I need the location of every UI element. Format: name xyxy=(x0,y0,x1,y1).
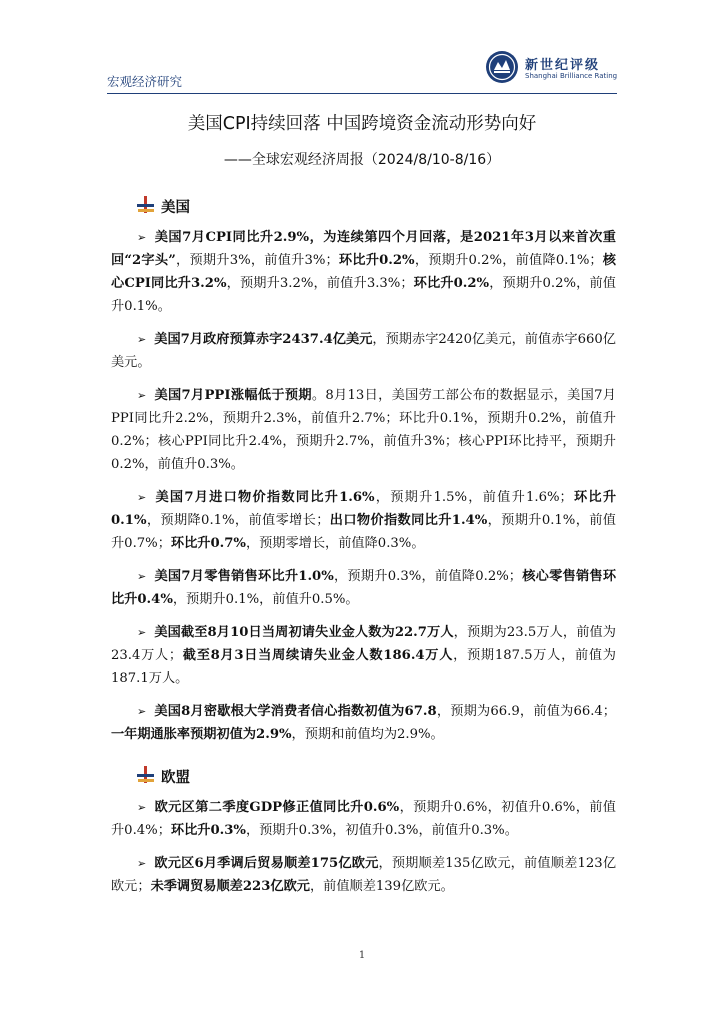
section-title: 美国 xyxy=(161,199,190,216)
bullet-arrow-icon: ➢ xyxy=(137,801,147,814)
item-highlight-text: 环比升0.2% xyxy=(413,276,490,291)
item-highlight-text: 一年期通胀率预期初值为2.9% xyxy=(111,727,292,742)
news-item xyxy=(111,486,616,555)
bullet-arrow-icon: ➢ xyxy=(137,231,147,244)
item-text: ，预期零增长，前值降0.3%。 xyxy=(245,536,425,551)
item-text: ，预期升3.2%，前值升3.3%； xyxy=(226,276,414,291)
item-text: ，预期升0.3%，前值降0.2%； xyxy=(333,569,522,584)
report-subtitle: ——全球宏观经济周报（2024/8/10-8/16） xyxy=(223,152,501,168)
bullet-arrow-icon: ➢ xyxy=(137,491,147,504)
item-highlight-text: 未季调贸易顺差223亿欧元 xyxy=(150,879,310,894)
item-text: 。8月13日，美国劳工部公布的数据显示，美国7月PPI同比升2.2%，预期升2.3%，前值升2.7%；环比升0.1%，预期升0.2%，前值升0.2%；核心PPI同比升2.4%，预期升2.7%，前值升3%；核心PPI环比持平，预期升0.2%，前值升0.3%。 xyxy=(111,388,616,472)
section-title: 欧盟 xyxy=(161,769,190,786)
section-marker-icon xyxy=(135,195,157,217)
item-highlight-text: 核心CPI同比升3.2% xyxy=(111,253,616,291)
news-item xyxy=(111,852,616,898)
item-text: ，预期187.5万人，前值为187.1万人。 xyxy=(111,648,616,686)
bullet-arrow-icon: ➢ xyxy=(137,570,147,583)
item-text: ，预期升1.5%，前值升1.6%； xyxy=(374,490,573,505)
bullet-arrow-icon: ➢ xyxy=(137,333,147,346)
item-text: ，预期升0.2%，前值降0.1%； xyxy=(414,253,603,268)
news-item xyxy=(111,328,616,374)
item-text: ，预期顺差135亿欧元，前值顺差123亿欧元； xyxy=(111,856,617,894)
section-marker-icon xyxy=(135,765,157,787)
news-item xyxy=(111,621,616,690)
item-highlight-text: 美国7月进口物价指数同比升1.6% xyxy=(154,490,375,505)
item-text: ，预期降0.1%，前值零增长； xyxy=(146,513,330,528)
bullet-arrow-icon: ➢ xyxy=(137,705,147,718)
logo-chinese-text: 新世纪评级 xyxy=(525,58,601,73)
page-header xyxy=(107,58,618,92)
news-item xyxy=(111,384,616,476)
logo-badge-icon xyxy=(485,50,519,84)
item-highlight-text: 环比升0.7% xyxy=(170,536,246,551)
item-text: ，预期升0.1%，前值升0.5%。 xyxy=(172,592,359,607)
report-title: 美国CPI持续回落 中国跨境资金流动形势向好 xyxy=(187,114,537,134)
item-highlight-text: 环比升0.1% xyxy=(111,490,616,528)
item-highlight-text: 美国7月CPI同比升2.9%，为连续第四个月回落，是2021年3月以来首次重回“2字头” xyxy=(111,230,616,268)
item-highlight-text: 美国7月零售销售环比升1.0% xyxy=(154,569,334,584)
news-item xyxy=(111,796,616,842)
item-text: ，预期升0.6%，初值升0.6%，前值升0.4%； xyxy=(111,800,616,838)
item-text: ，预期升3%，前值升3%； xyxy=(175,253,339,268)
bullet-arrow-icon: ➢ xyxy=(137,857,147,870)
item-highlight-text: 核心零售销售环比升0.4% xyxy=(111,569,617,607)
item-highlight-text: 出口物价指数同比升1.4% xyxy=(329,513,488,528)
bullet-arrow-icon: ➢ xyxy=(137,626,147,639)
item-highlight-text: 美国7月政府预算赤字2437.4亿美元 xyxy=(154,332,373,347)
item-highlight-text: 欧元区6月季调后贸易顺差175亿欧元 xyxy=(154,856,379,871)
item-text: ，预期为23.5万人，前值为23.4万人； xyxy=(111,625,616,663)
item-highlight-text: 美国8月密歇根大学消费者信心指数初值为67.8 xyxy=(154,704,437,719)
item-highlight-text: 环比升0.3% xyxy=(170,823,246,838)
item-text: ，预期赤字2420亿美元，前值赤字660亿美元。 xyxy=(111,332,616,370)
news-item xyxy=(111,565,616,611)
item-text: ，预期升0.2%，前值升0.1%。 xyxy=(111,276,616,314)
news-item xyxy=(111,700,616,746)
header-category-label: 宏观经济研究 xyxy=(107,74,183,89)
section-header xyxy=(111,186,616,226)
item-text: ，预期升0.3%，初值升0.3%，前值升0.3%。 xyxy=(245,823,518,838)
item-text: ，预期为66.9，前值为66.4； xyxy=(436,704,616,719)
bullet-arrow-icon: ➢ xyxy=(137,389,147,402)
item-highlight-text: 美国截至8月10日当周初请失业金人数为22.7万人 xyxy=(154,625,454,640)
report-body xyxy=(111,182,616,908)
item-text: ，预期升0.1%，前值升0.7%； xyxy=(111,513,616,551)
item-highlight-text: 截至8月3日当周续请失业金人数186.4万人 xyxy=(182,648,454,663)
header-divider xyxy=(107,93,617,94)
item-text: ，预期和前值均为2.9%。 xyxy=(291,727,444,742)
item-highlight-text: 美国7月PPI涨幅低于预期 xyxy=(154,388,312,403)
logo-english-text: Shanghai Brilliance Rating xyxy=(525,72,618,80)
news-item xyxy=(111,226,616,318)
item-highlight-text: 环比升0.2% xyxy=(338,253,415,268)
section-header xyxy=(111,756,616,796)
page-number: 1 xyxy=(358,950,366,961)
company-logo xyxy=(485,50,617,90)
item-highlight-text: 欧元区第二季度GDP修正值同比升0.6% xyxy=(154,800,400,815)
item-text: ，前值顺差139亿欧元。 xyxy=(309,879,454,894)
